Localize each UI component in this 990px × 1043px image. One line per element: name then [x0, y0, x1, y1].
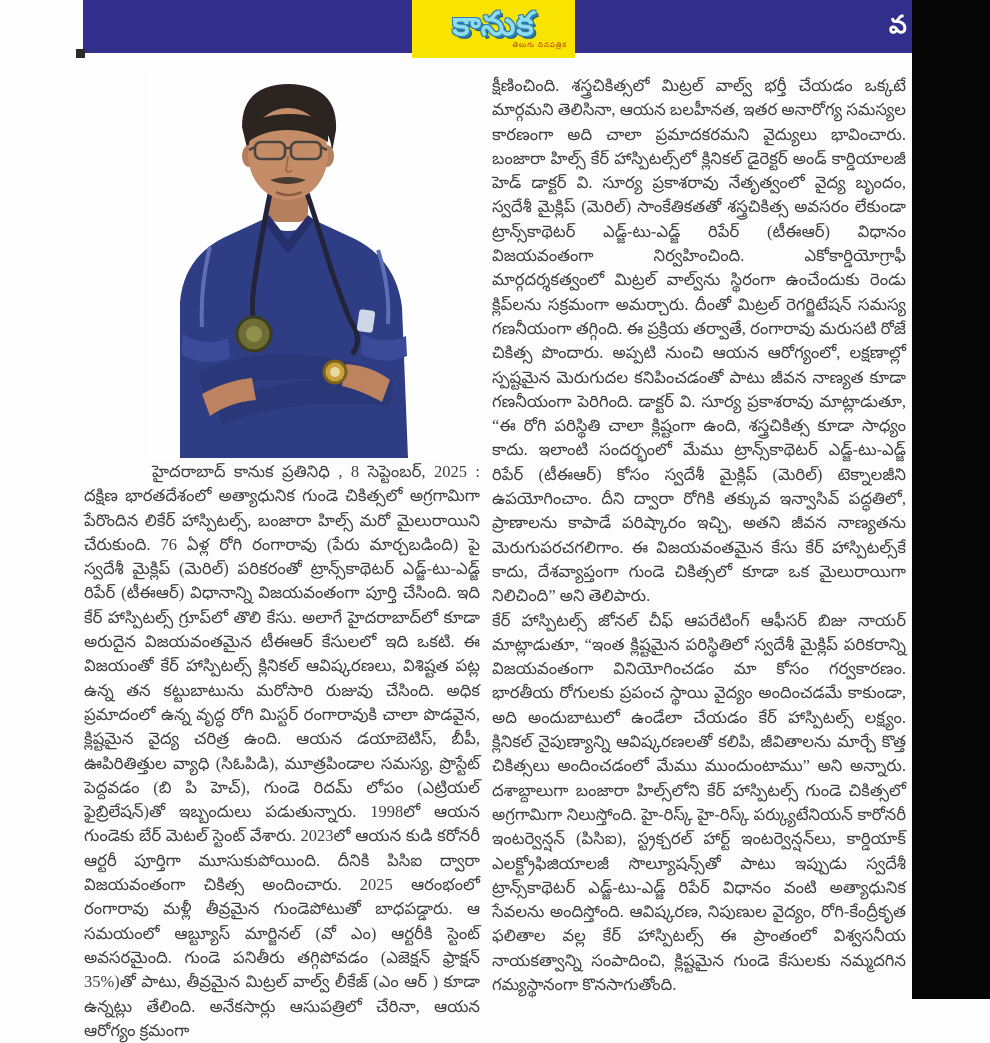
- newspaper-logo: కానుక: [452, 4, 535, 43]
- masthead-band: [83, 0, 912, 53]
- article-body-left: దక్షిణ భారతదేశంలో అత్యాధునిక గుండె చికిత్సలో అగ్రగామిగా పేరొందిన లికేర్ హాస్పిటల్స్, బంజారా హిల్స్ మరో మైలురాయిని చేరుకుంది. 76 ఏళ్ల రోగి రంగారావు (పేరు మార్చబడింది) పై స్వదేశీ మైక్లిప్ (మెరిల్) పరికరంతో ట్రాన్స్‌కాథెటర్ ఎడ్జ్-టు-ఎడ్జ్ రిపేర్ (టీఈఆర్) విధానాన్ని విజయవంతంగా పూర్తి చేసింది. ఇది కేర్ హాస్పిటల్స్ గ్రూప్‌లో తొలి కేసు. అలాగే హైదరాబాద్‌లో కూడా అరుదైన విజయవంతమైన టీఈఆర్ కేసులలో ఇది ఒకటి. ఈ విజయంతో కేర్ హాస్పిటల్స్ క్లినికల్ ఆవిష్కరణలు, విశిష్టత పట్ల ఉన్న తన కట్టుబాటును మరోసారి రుజువు చేసింది. అధిక ప్రమాదంలో ఉన్న వృద్ధ రోగి మిస్టర్ రంగారావుకి చాలా పొడవైన, క్లిష్టమైన వైద్య చరిత్ర ఉంది. ఆయన డయాబెటిస్, బీపీ, ఊపిరితిత్తుల వ్యాధి (సిఓపిడి), మూత్రపిండాల సమస్య, ప్రొస్టేట్ పెద్దవడం (బి పి హెచ్), గుండె రిదమ్ లోపం (ఎట్రియల్ ఫైబ్రిలేషన్)తో ఇబ్బందులు పడుతున్నారు. 1998లో ఆయన గుండెకు బేర్ మెటల్ స్టెంట్ వేశారు. 2023లో ఆయన కుడి కరోనరీ ఆర్టరీ పూర్తిగా మూసుకుపోయింది. దీనికి పిసిఐ ద్వారా విజయవంతంగా చికిత్స అందించారు. 2025 ఆరంభంలో రంగారావు మళ్లీ తీవ్రమైన గుండెపోటుతో బాధపడ్డారు. ఆ సమయంలో ఆబ్ట్యూస్ మార్జినల్ (వో ఎం) ఆర్టరీకి స్టెంట్ అవసరమైంది. గుండె పనితీరు తగ్గిపోవడం (ఎజెక్షన్ ఫ్రాక్షన్ 35%)తో పాటు, తీవ్రమైన మిట్రల్ వాల్వ్ లీకేజ్ (ఎం ఆర్ ) కూడా ఉన్నట్లు తేలింది. అనేకసార్లు ఆసుపత్రిలో చేరినా, ఆయన ఆరోగ్యం క్రమంగా: [84, 486, 480, 1040]
- masthead-side-letter: వ: [889, 10, 907, 39]
- article-paragraph: క్షీణించింది. శస్త్రచికిత్సలో మిట్రల్ వాల్వ్ భర్తీ చేయడం ఒక్కటే మార్గమని తెలిసినా, ఆయన బలహీనత, ఇతర అనారోగ్య సమస్యల కారణంగా అది చాలా ప్రమాదకరమని వైద్యులు భావించారు. బంజారా హిల్స్ కేర్ హాస్పిటల్స్‌లో క్లినికల్ డైరెక్టర్ అండ్ కార్డియాలజీ హెడ్ డాక్టర్ వి. సూర్య ప్రకాశరావు నేతృత్వంలో వైద్య బృందం, స్వదేశీ మైక్లిప్ (మెరిల్) సాంకేతికతతో శస్త్రచికిత్స అవసరం లేకుండా ట్రాన్స్‌కాథెటర్ ఎడ్జ్-టు-ఎడ్జ్ రిపేర్ (టీఈఆర్) విధానం విజయవంతంగా నిర్వహించింది. ఎకోకార్డియోగ్రాఫీ మార్గదర్శకత్వంలో మిట్రల్ వాల్వ్‌ను స్థిరంగా ఉంచేందుకు రెండు క్లిప్‌లను సక్రమంగా అమర్చారు. దీంతో మిట్రల్ రెగర్జిటేషన్ సమస్య గణనీయంగా తగ్గింది. ఈ ప్రక్రియ తర్వాతే, రంగారావు మరుసటి రోజే చికిత్స పొందారు. అప్పటి నుంచి ఆయన ఆరోగ్యంలో, లక్షణాల్లో స్పష్టమైన మెరుగుదల కనిపించడంతో పాటు జీవన నాణ్యత కూడా గణనీయంగా పెరిగింది. డాక్టర్ వి. సూర్య ప్రకాశరావు మాట్లాడుతూ, “ఈ రోగి పరిస్థితి చాలా క్లిష్టంగా ఉంది, శస్త్రచికిత్స కూడా సాధ్యం కాదు. ఇలాంటి సందర్భంలో మేము ట్రాన్స్‌కాథెటర్ ఎడ్జ్-టు-ఎడ్జ్ రిపేర్ (టీఈఆర్) కోసం స్వదేశీ మైక్లిప్ (మెరిల్) టెక్నాలజీని ఉపయోగించాం. దీని ద్వారా రోగికి తక్కువ ఇన్వాసివ్ పద్ధతిలో, ప్రాణాలను కాపాడే పరిష్కారం ఇచ్చి, అతని జీవన నాణ్యతను మెరుగుపరచగలిగాం. ఈ విజయవంతమైన కేసు కేర్ హాస్పిటల్స్‌కే కాదు, దేశవ్యాప్తంగా గుండె చికిత్సలో కూడా ఒక మైలురాయిగా నిలిచింది” అని తెలిపారు.: [492, 76, 906, 606]
- newspaper-tagline: తెలుగు దినపత్రిక: [512, 41, 567, 49]
- doctor-portrait-photo: [150, 72, 440, 458]
- article-paragraph: [84, 460, 480, 1043]
- masthead-logo-box: [412, 0, 575, 58]
- dateline: హైదరాబాద్ కానుక ప్రతినిధి , 8 సెప్టెంబర్, 2025 :: [152, 462, 480, 481]
- article-paragraph: కేర్ హాస్పిటల్స్ జోనల్ చీఫ్ ఆపరేటింగ్ ఆఫీసర్ బిజు నాయర్ మాట్లాడుతూ, “ఇంత క్లిష్టమైన పరిస్థితిలో స్వదేశీ మైక్లిప్ పరికరాన్ని విజయవంతంగా వినియోగించడం మా కోసం గర్వకారణం. భారతీయ రోగులకు ప్రపంచ స్థాయి వైద్యం అందించడమే కాకుండా, అది అందుబాటులో ఉండేలా చేయడం కేర్ హాస్పిటల్స్ లక్ష్యం. క్లినికల్ నైపుణ్యాన్ని ఆవిష్కరణలతో కలిపి, జీవితాలను మార్చే కొత్త చికిత్సలు అందించడంలో మేము ముందుంటాము” అని అన్నారు. దశాబ్దాలుగా బంజారా హిల్స్‌లోని కేర్ హాస్పిటల్స్ గుండె చికిత్సలో అగ్రగామిగా నిలుస్తోంది. హై-రిస్క్ హై-రిస్క్ పర్క్యుటేనియన్ కారోనరీ ఇంటర్వెన్షన్ (పిసిఐ), స్ట్రక్చరల్ హార్ట్ ఇంటర్వెన్షన్‌లు, కార్డియాక్ ఎలక్ట్రోఫిజియాలజీ సొల్యూషన్స్‌తో పాటు ఇప్పుడు స్వదేశీ ట్రాన్స్‌కాథెటర్ ఎడ్జ్-టు-ఎడ్జ్ రిపేర్ విధానం వంటి అత్యాధునిక సేవలను అందిస్తోంది. ఆవిష్కరణ, నిపుణుల వైద్యం, రోగి-కేంద్రీకృత ఫలితాల వల్ల కేర్ హాస్పిటల్స్ ఈ ప్రాంతంలో విశ్వసనీయ నాయకత్వాన్ని సంపాదించి, క్లిష్టమైన గుండె కేసులకు నమ్మదగిన గమ్యస్థానంగా కొనసాగుతోంది.: [492, 610, 906, 994]
- masthead-corner-notch: [76, 49, 85, 58]
- right-black-margin-bar: [912, 0, 990, 999]
- article-right-column: [492, 74, 906, 999]
- article-left-column: [84, 460, 480, 1040]
- doctor-illustration-icon: [150, 72, 440, 458]
